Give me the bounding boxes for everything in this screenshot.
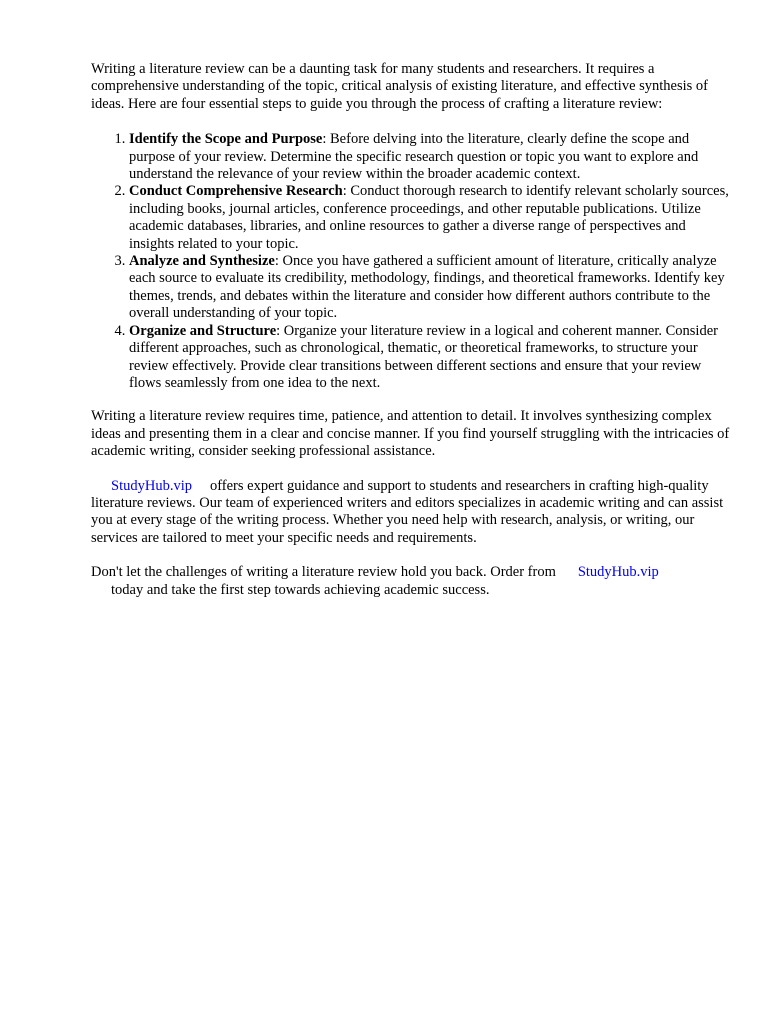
step-body: : Organize your literature review in a logical and coherent manner. Consider different approaches, such as chronological, thematic, or theoretical frameworks, to structure your review effectively. Provide clear transitions between different sections and ensure that your review flows seamlessly from one idea to the next. [129, 322, 718, 391]
list-item [129, 253, 731, 323]
studyhub-order-link[interactable]: StudyHub.vip [577, 564, 659, 581]
cta-text-after: today and take the first step towards achieving academic success. [111, 581, 490, 598]
studyhub-link[interactable]: StudyHub.vip [111, 477, 192, 494]
steps-list [91, 131, 731, 392]
assistance-paragraph: Writing a literature review requires time, patience, and attention to detail. It involves synthesizing complex ideas and presenting them in a clear and concise manner. If you find yourself struggling with the intricacies of academic writing, consider seeking professional assistance. [91, 408, 730, 460]
step-body: : Conduct thorough research to identify relevant scholarly sources, including books, journal articles, conference proceedings, and other reputable publications. Utilize academic databases, libraries, and online resources to gather a diverse range of perspectives and insights related to your topic. [129, 183, 729, 252]
service-paragraph [91, 478, 731, 548]
step-title: Analyze and Synthesize [129, 253, 275, 270]
document-page [91, 61, 731, 599]
step-body: : Once you have gathered a sufficient amount of literature, critically analyze each source to evaluate its credibility, methodology, findings, and theoretical frameworks. Identify key themes, trends, and debates within the literature and consider how different authors contribute to the overall understanding of your topic. [129, 253, 725, 322]
call-to-action-paragraph [91, 564, 731, 599]
step-title: Conduct Comprehensive Research [129, 183, 343, 200]
service-text: offers expert guidance and support to students and researchers in crafting high-quality literature reviews. Our team of experienced writers and editors specializes in academic writing and can assist you at every stage of the writing process. Whether you need help with research, analysis, or writing, our services are tailored to meet your specific needs and requirements. [91, 477, 724, 546]
step-title: Identify the Scope and Purpose [129, 131, 323, 148]
list-item [129, 131, 731, 183]
cta-text-before: Don't let the challenges of writing a literature review hold you back. Order from [91, 564, 556, 581]
list-item [129, 323, 731, 393]
list-item [129, 183, 731, 253]
step-title: Organize and Structure [129, 322, 277, 339]
step-body: : Before delving into the literature, clearly define the scope and purpose of your review. Determine the specific research question or topic you want to explore and understand the relevance of your review within the broader academic context. [129, 131, 699, 183]
intro-paragraph: Writing a literature review can be a daunting task for many students and researchers. It requires a comprehensive understanding of the topic, critical analysis of existing literature, and effective synthesis of ideas. Here are four essential steps to guide you through the process of crafting a literature review: [91, 61, 709, 112]
